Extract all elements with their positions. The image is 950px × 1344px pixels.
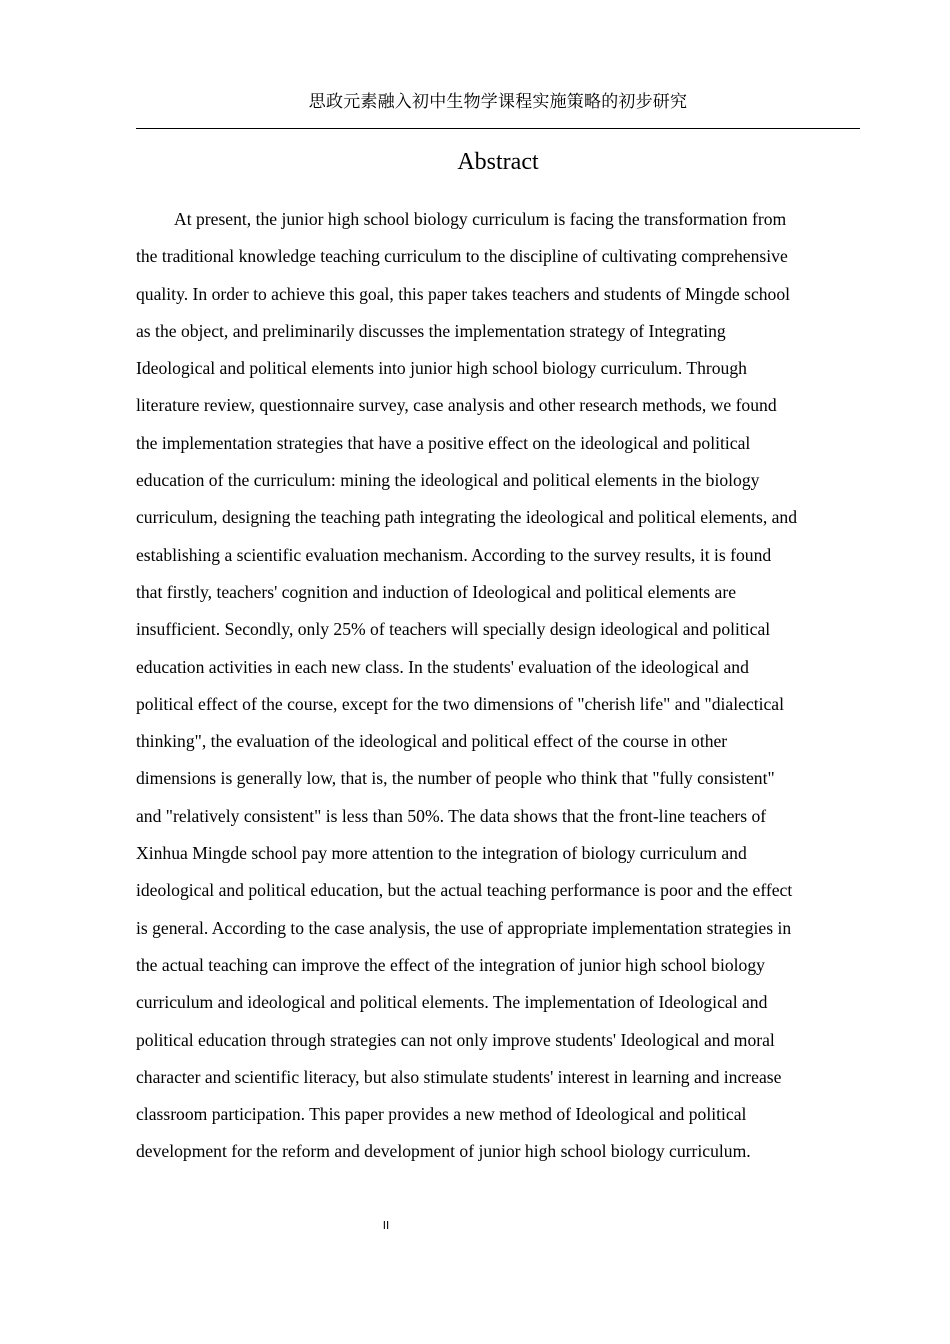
abstract-body: [136, 201, 860, 1171]
abstract-line: education of the curriculum: mining the ideological and political elements in the biology: [136, 470, 760, 491]
abstract-line: Ideological and political elements into junior high school biology curriculum. Through: [136, 358, 747, 379]
abstract-line: insufficient. Secondly, only 25% of teachers will specially design ideological and political: [136, 619, 771, 640]
abstract-line: the implementation strategies that have a positive effect on the ideological and political: [136, 432, 751, 453]
abstract-line: classroom participation. This paper provides a new method of Ideological and political: [136, 1104, 747, 1125]
abstract-line: Xinhua Mingde school pay more attention to the integration of biology curriculum and: [136, 843, 747, 864]
abstract-line: quality. In order to achieve this goal, this paper takes teachers and students of Mingde school: [136, 283, 791, 304]
abstract-line: literature review, questionnaire survey, case analysis and other research methods, we found: [136, 395, 777, 416]
running-header: 思政元素融入初中生物学课程实施策略的初步研究: [308, 92, 688, 112]
abstract-line: curriculum, designing the teaching path integrating the ideological and political elements, and: [136, 507, 798, 528]
header-rule: [136, 128, 860, 129]
abstract-line: and "relatively consistent" is less than 50%. The data shows that the front-line teachers of: [136, 805, 767, 826]
page-number: II: [382, 1219, 390, 1232]
abstract-line: establishing a scientific evaluation mechanism. According to the survey results, it is found: [136, 544, 772, 565]
abstract-line: the actual teaching can improve the effect of the integration of junior high school biology: [136, 954, 765, 975]
abstract-line: ideological and political education, but the actual teaching performance is poor and the effect: [136, 880, 793, 901]
abstract-line: political effect of the course, except for the two dimensions of "cherish life" and "dialectical: [136, 693, 785, 714]
abstract-line: At present, the junior high school biology curriculum is facing the transformation from: [174, 209, 787, 229]
abstract-line: thinking", the evaluation of the ideological and political effect of the course in other: [136, 731, 728, 752]
abstract-line: as the object, and preliminarily discusses the implementation strategy of Integrating: [136, 320, 726, 341]
abstract-line: character and scientific literacy, but also stimulate students' interest in learning and increase: [136, 1066, 782, 1087]
abstract-line: education activities in each new class. In the students' evaluation of the ideological and: [136, 656, 749, 677]
abstract-line: that firstly, teachers' cognition and induction of Ideological and political elements are: [136, 581, 737, 602]
abstract-title: Abstract: [457, 149, 539, 175]
abstract-line: the traditional knowledge teaching curriculum to the discipline of cultivating comprehensive: [136, 246, 788, 267]
abstract-line: curriculum and ideological and political elements. The implementation of Ideological and: [136, 992, 768, 1013]
abstract-line: development for the reform and development of junior high school biology curriculum.: [136, 1141, 751, 1162]
abstract-line: political education through strategies can not only improve students' Ideological and moral: [136, 1029, 775, 1050]
abstract-line: is general. According to the case analysis, the use of appropriate implementation strategies in: [136, 917, 792, 938]
abstract-line: dimensions is generally low, that is, the number of people who think that "fully consistent": [136, 768, 775, 789]
